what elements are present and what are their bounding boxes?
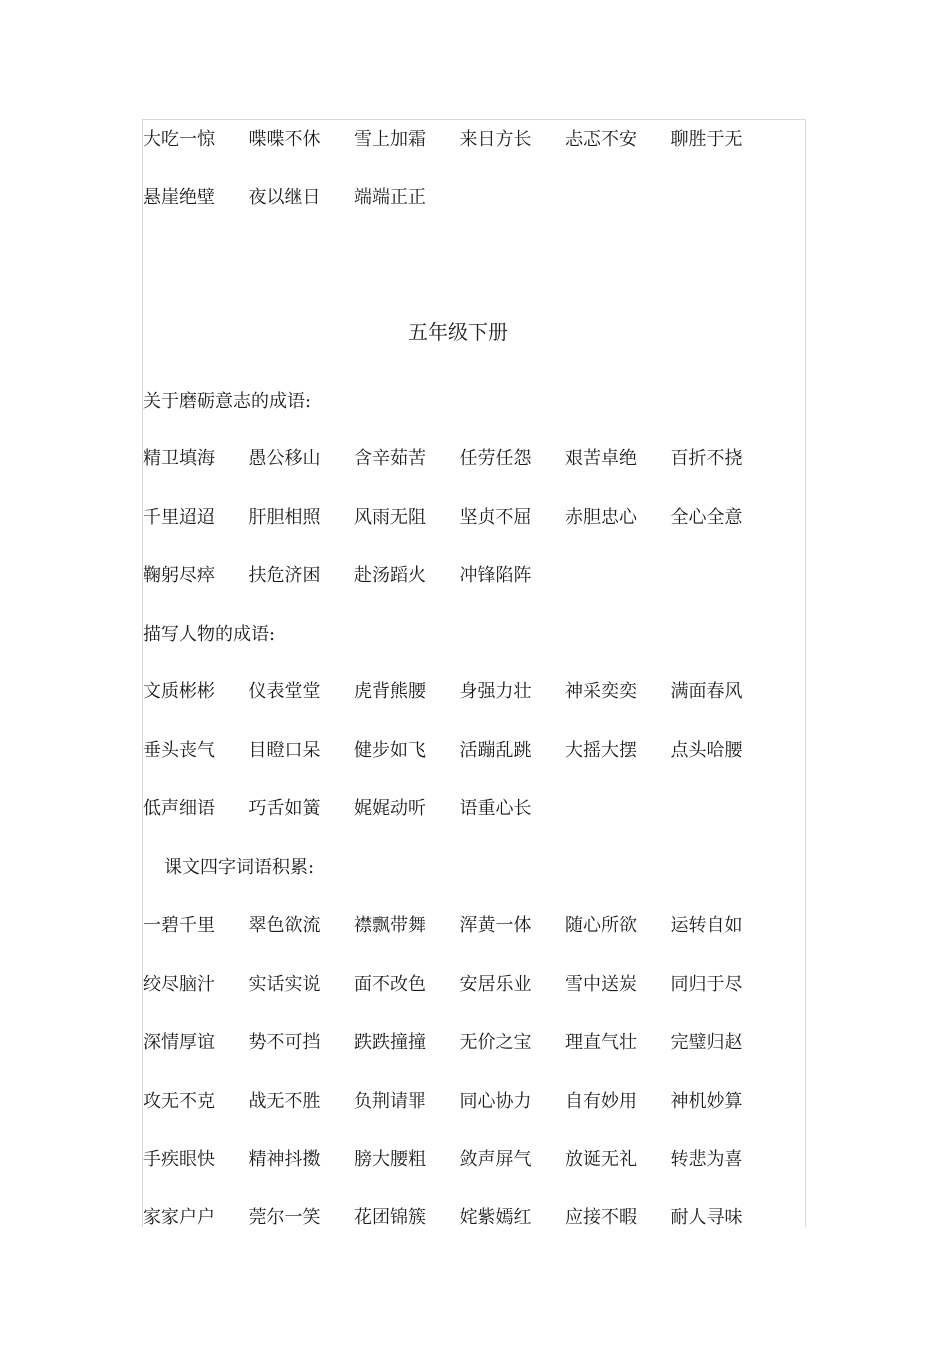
idiom: 势不可挡 bbox=[248, 1032, 321, 1053]
idiom: 全心全意 bbox=[670, 507, 743, 528]
idiom: 夜以继日 bbox=[248, 187, 321, 208]
idiom: 忐忑不安 bbox=[565, 129, 637, 150]
idiom: 巧舌如簧 bbox=[248, 798, 321, 819]
idiom: 耐人寻味 bbox=[670, 1207, 743, 1228]
idiom: 膀大腰粗 bbox=[354, 1149, 426, 1170]
idiom: 神机妙算 bbox=[670, 1091, 743, 1112]
idiom: 雪上加霜 bbox=[354, 129, 426, 150]
idiom: 理直气壮 bbox=[565, 1032, 637, 1053]
group-heading: 关于磨砺意志的成语: bbox=[143, 391, 312, 412]
idiom: 无价之宝 bbox=[459, 1032, 532, 1053]
idiom: 应接不暇 bbox=[565, 1207, 637, 1228]
idiom: 实话实说 bbox=[248, 974, 321, 995]
idiom-row bbox=[143, 738, 776, 764]
idiom: 垂头丧气 bbox=[143, 740, 215, 761]
idiom: 千里迢迢 bbox=[143, 507, 215, 528]
idiom: 扶危济困 bbox=[248, 565, 321, 586]
idiom-row bbox=[143, 505, 776, 531]
idiom: 家家户户 bbox=[143, 1207, 215, 1228]
idiom: 深情厚谊 bbox=[143, 1032, 215, 1053]
idiom-row bbox=[143, 1147, 776, 1173]
idiom: 愚公移山 bbox=[248, 448, 321, 469]
idiom: 悬崖绝壁 bbox=[143, 187, 215, 208]
idiom: 转悲为喜 bbox=[670, 1149, 743, 1170]
idiom: 同归于尽 bbox=[670, 974, 743, 995]
section-title: 五年级下册 bbox=[408, 320, 508, 344]
idiom: 含辛茹苦 bbox=[354, 448, 426, 469]
idiom: 攻无不克 bbox=[143, 1091, 215, 1112]
idiom: 跌跌撞撞 bbox=[354, 1032, 426, 1053]
idiom: 聊胜于无 bbox=[670, 129, 743, 150]
idiom: 赴汤蹈火 bbox=[354, 565, 426, 586]
idiom: 目瞪口呆 bbox=[248, 740, 321, 761]
idiom-row bbox=[143, 185, 460, 211]
idiom: 花团锦簇 bbox=[354, 1207, 426, 1228]
idiom: 襟飘带舞 bbox=[354, 915, 426, 936]
idiom: 文质彬彬 bbox=[143, 681, 215, 702]
idiom: 战无不胜 bbox=[248, 1091, 321, 1112]
idiom: 一碧千里 bbox=[143, 915, 215, 936]
idiom: 大摇大摆 bbox=[565, 740, 637, 761]
idiom: 放诞无礼 bbox=[565, 1149, 637, 1170]
idiom: 姹紫嫣红 bbox=[459, 1207, 532, 1228]
idiom: 翠色欲流 bbox=[248, 915, 321, 936]
idiom: 肝胆相照 bbox=[248, 507, 321, 528]
idiom: 点头哈腰 bbox=[670, 740, 743, 761]
idiom-row bbox=[143, 796, 565, 822]
idiom: 坚贞不屈 bbox=[459, 507, 532, 528]
idiom: 运转自如 bbox=[670, 915, 743, 936]
idiom: 鞠躬尽瘁 bbox=[143, 565, 215, 586]
idiom: 来日方长 bbox=[459, 129, 532, 150]
idiom-row bbox=[143, 679, 776, 705]
idiom: 喋喋不休 bbox=[248, 129, 321, 150]
idiom: 绞尽脑汁 bbox=[143, 974, 215, 995]
idiom: 莞尔一笑 bbox=[248, 1207, 321, 1228]
idiom: 身强力壮 bbox=[459, 681, 532, 702]
idiom-row bbox=[143, 446, 776, 472]
idiom: 安居乐业 bbox=[459, 974, 532, 995]
idiom: 低声细语 bbox=[143, 798, 215, 819]
group-heading: 描写人物的成语: bbox=[143, 624, 276, 645]
idiom: 雪中送炭 bbox=[565, 974, 637, 995]
idiom: 娓娓动听 bbox=[354, 798, 426, 819]
page-frame bbox=[142, 119, 806, 1227]
idiom: 负荆请罪 bbox=[354, 1091, 426, 1112]
idiom: 风雨无阻 bbox=[354, 507, 426, 528]
idiom: 仪表堂堂 bbox=[248, 681, 321, 702]
idiom-row bbox=[143, 1030, 776, 1056]
idiom: 面不改色 bbox=[354, 974, 426, 995]
idiom: 百折不挠 bbox=[670, 448, 743, 469]
idiom: 随心所欲 bbox=[565, 915, 637, 936]
idiom-row bbox=[143, 1205, 776, 1231]
idiom: 语重心长 bbox=[459, 798, 532, 819]
idiom: 自有妙用 bbox=[565, 1091, 637, 1112]
idiom: 健步如飞 bbox=[354, 740, 426, 761]
idiom: 浑黄一体 bbox=[459, 915, 532, 936]
idiom: 大吃一惊 bbox=[143, 129, 215, 150]
idiom-row bbox=[143, 563, 565, 589]
idiom: 神采奕奕 bbox=[565, 681, 637, 702]
idiom: 同心协力 bbox=[459, 1091, 532, 1112]
idiom: 端端正正 bbox=[354, 187, 426, 208]
idiom: 满面春风 bbox=[670, 681, 743, 702]
idiom: 任劳任怨 bbox=[459, 448, 532, 469]
idiom-row bbox=[143, 913, 776, 939]
group-heading: 课文四字词语积累: bbox=[164, 857, 315, 878]
idiom: 完璧归赵 bbox=[670, 1032, 743, 1053]
idiom: 冲锋陷阵 bbox=[459, 565, 532, 586]
idiom-row bbox=[143, 972, 776, 998]
idiom: 赤胆忠心 bbox=[565, 507, 637, 528]
idiom-row bbox=[143, 127, 776, 153]
idiom: 活蹦乱跳 bbox=[459, 740, 532, 761]
idiom-row bbox=[143, 1089, 776, 1115]
idiom: 敛声屏气 bbox=[459, 1149, 532, 1170]
idiom: 虎背熊腰 bbox=[354, 681, 426, 702]
idiom: 精卫填海 bbox=[143, 448, 215, 469]
idiom: 精神抖擞 bbox=[248, 1149, 321, 1170]
idiom: 艰苦卓绝 bbox=[565, 448, 637, 469]
idiom: 手疾眼快 bbox=[143, 1149, 215, 1170]
